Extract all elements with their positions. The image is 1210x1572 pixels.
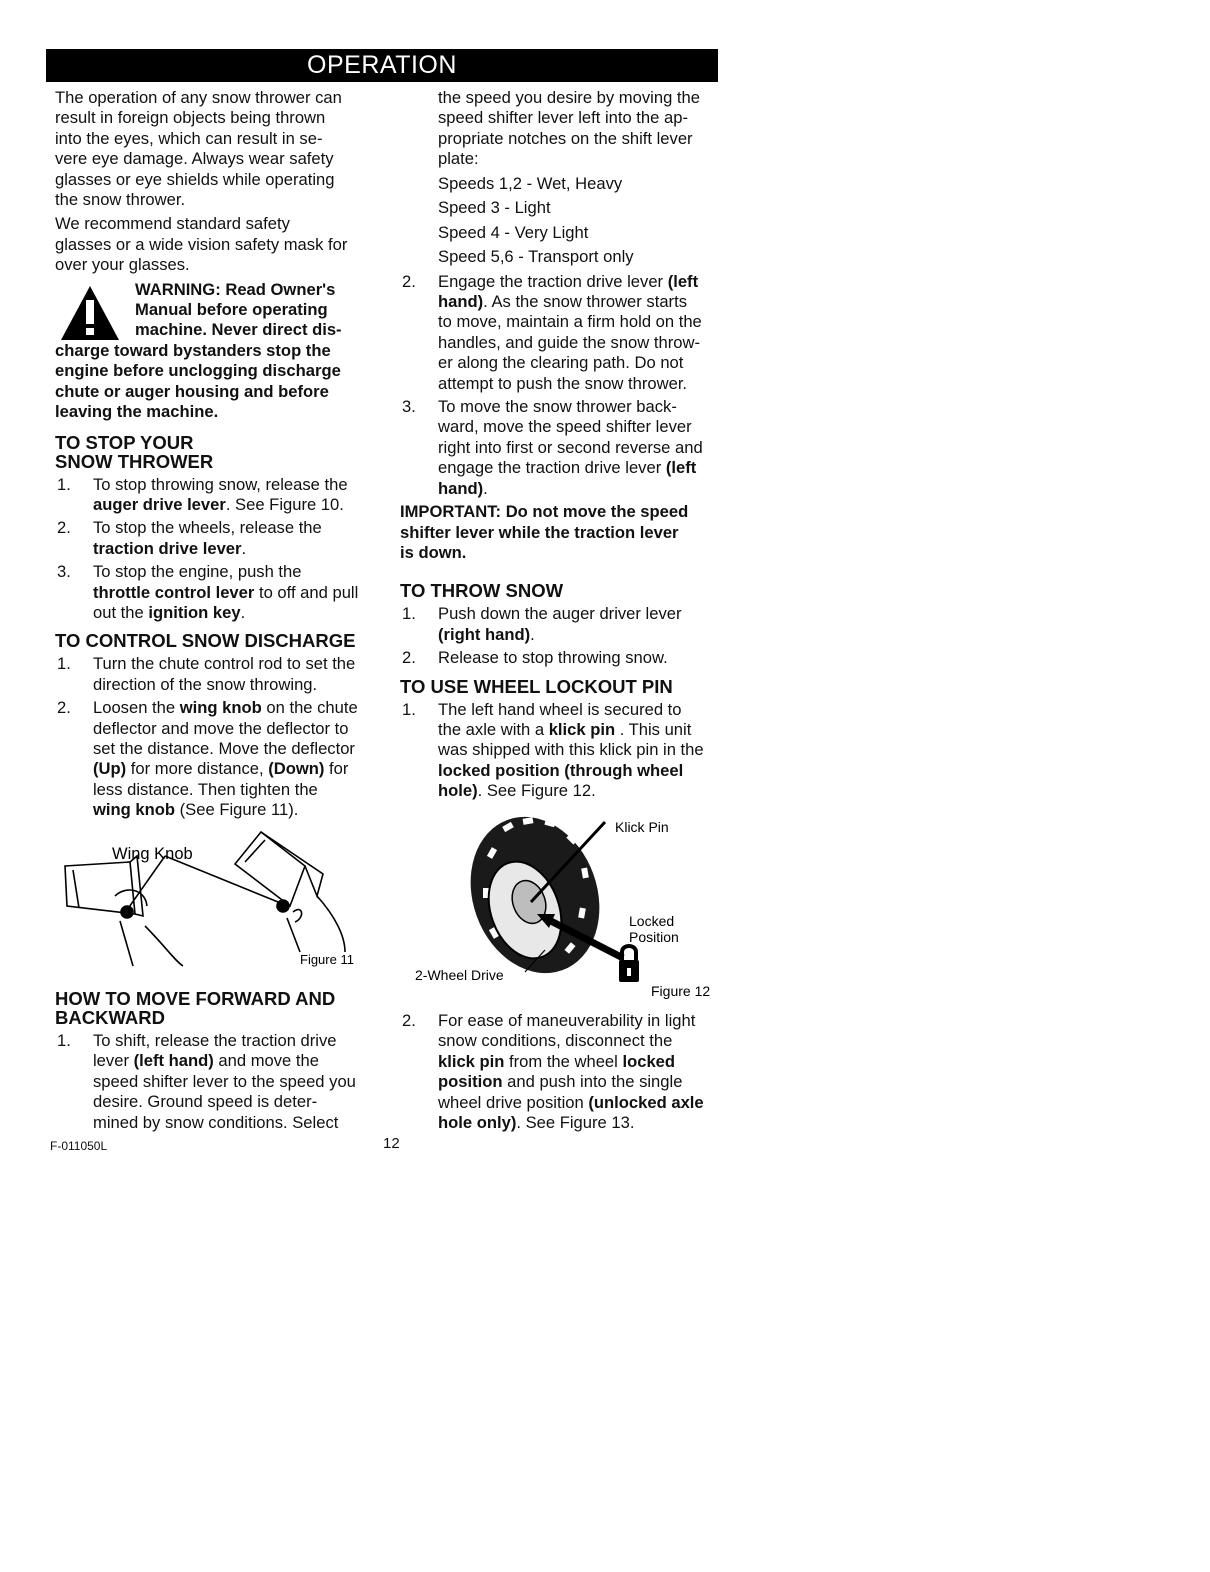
discharge-heading: TO CONTROL SNOW DISCHARGE bbox=[55, 630, 356, 652]
list-item: 1. To shift, release the traction drive lever (left hand) and move the speed shifter lever to the speed you desire. Ground speed is deter- mined by snow conditions. Select bbox=[57, 1031, 356, 1132]
list-item: 1. To stop throwing snow, release the auger drive lever. See Figure 10. bbox=[57, 474, 348, 514]
speed-list bbox=[438, 172, 730, 270]
left-column bbox=[55, 88, 385, 824]
speed-item: Speed 4 - Very Light bbox=[438, 222, 589, 242]
figure-11-illustration bbox=[55, 826, 375, 976]
speed-item: Speed 5,6 - Transport only bbox=[438, 247, 634, 267]
stop-heading: TO STOP YOUR SNOW THROWER bbox=[55, 431, 214, 472]
warning-block: WARNING: Read Owner's Manual before operating machine. Never direct dis- charge toward bystanders stop the engine before unclogging discharge chute or auger housing and before leaving the machine. bbox=[55, 279, 342, 422]
right-column bbox=[400, 88, 730, 805]
right-column-bottom bbox=[400, 1011, 730, 1136]
figure-12-locked-label: Locked bbox=[629, 913, 675, 929]
left-column-bottom bbox=[55, 989, 385, 1136]
list-item: 2. Release to stop throwing snow. bbox=[402, 648, 668, 668]
lockout-heading: TO USE WHEEL LOCKOUT PIN bbox=[400, 675, 673, 697]
section-banner bbox=[46, 49, 718, 82]
figure-11-label: Wing Knob bbox=[112, 845, 193, 863]
list-item: 1. Turn the chute control rod to set the direction of the snow throwing. bbox=[57, 654, 356, 694]
page-number: 12 bbox=[383, 1135, 400, 1152]
list-item: 2. To stop the wheels, release the traction drive lever. bbox=[57, 518, 322, 558]
list-item: 3. To move the snow thrower back- ward, move the speed shifter lever right into first or second reverse and engage the traction drive lever (left hand). bbox=[402, 397, 703, 498]
intro-paragraph-1: The operation of any snow thrower can result in foreign objects being thrown into the eyes, which can result in se- vere eye damage. Always wear safety glasses or eye shields while operating the snow thrower. bbox=[55, 88, 342, 210]
forward-heading: HOW TO MOVE FORWARD AND BACKWARD bbox=[55, 988, 336, 1028]
intro-paragraph-2: We recommend standard safety glasses or a wide vision safety mask for over your glasses. bbox=[55, 214, 348, 275]
list-item: 2. For ease of maneuverability in light snow conditions, disconnect the klick pin from the wheel locked position and push into the single wheel drive position (unlocked axle hole only). See Figure 13. bbox=[402, 1011, 704, 1133]
figure-12-caption: Figure 12 bbox=[651, 983, 711, 999]
throw-heading: TO THROW SNOW bbox=[400, 580, 564, 602]
list-item: 2. Loosen the wing knob on the chute deflector and move the deflector to set the distance. Move the deflector (Up) for more distance, (Down) for less distance. Then tighten the wing knob (See Figure 11). bbox=[57, 698, 358, 820]
document-code: F-011050L bbox=[50, 1139, 108, 1153]
speed-item: Speeds 1,2 - Wet, Heavy bbox=[438, 173, 623, 193]
continued-paragraph: the speed you desire by moving the speed shifter lever left into the ap- propriate notches on the shift lever plate: bbox=[438, 88, 700, 169]
important-note: IMPORTANT: Do not move the speed shifter lever while the traction lever is down. bbox=[400, 502, 689, 562]
warning-triangle-icon bbox=[59, 284, 121, 342]
figure-12-klick-pin-label: Klick Pin bbox=[615, 819, 669, 835]
figure-12-drive-label: 2-Wheel Drive bbox=[415, 967, 504, 983]
list-item: 3. To stop the engine, push the throttle control lever to off and pull out the ignition key. bbox=[57, 562, 359, 622]
figure-12-position-label: Position bbox=[629, 929, 679, 945]
list-item: 1. The left hand wheel is secured to the axle with a klick pin . This unit was shipped with this klick pin in the locked position (through wheel hole). See Figure 12. bbox=[402, 699, 704, 801]
figure-11-caption: Figure 11 bbox=[300, 952, 354, 967]
figure-12-illustration bbox=[405, 810, 725, 1005]
page-title: OPERATION bbox=[307, 51, 457, 79]
speed-item: Speed 3 - Light bbox=[438, 198, 551, 218]
list-item: 1. Push down the auger driver lever (right hand). bbox=[402, 604, 682, 644]
list-item: 2. Engage the traction drive lever (left hand). As the snow thrower starts to move, maintain a firm hold on the handles, and guide the snow throw- er along the clearing path. Do not attempt to push the snow thrower. bbox=[402, 271, 702, 393]
